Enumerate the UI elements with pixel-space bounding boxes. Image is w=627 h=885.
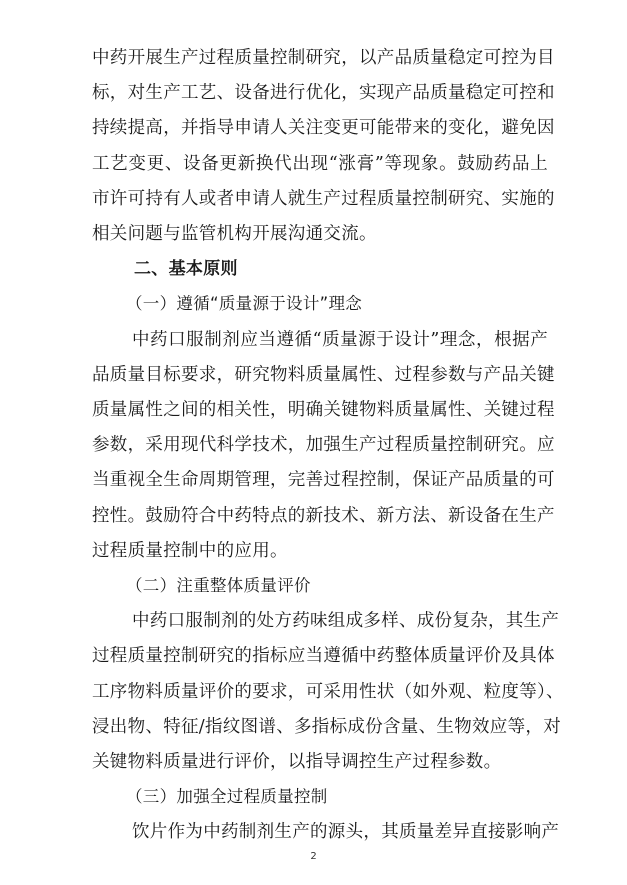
subsection-2-title: （二）注重整体质量评价 <box>126 576 311 595</box>
paragraph-1-line-4: 工艺变更、设备更新换代出现“涨膏”等现象。鼓励药品上 <box>92 154 548 174</box>
paragraph-2-line-7: 过程质量控制中的应用。 <box>92 541 288 561</box>
paragraph-1-line-5: 市许可持有人或者申请人就生产过程质量控制研究、实施的 <box>92 189 555 209</box>
paragraph-3-line-4: 浸出物、特征/指纹图谱、多指标成份含量、生物效应等，对 <box>92 717 561 737</box>
paragraph-3-line-5: 关键物料质量进行评价，以指导调控生产过程参数。 <box>92 752 502 772</box>
paragraph-2-line-1: 中药口服制剂应当遵循“质量源于设计”理念，根据产 <box>132 330 548 350</box>
paragraph-3-line-1: 中药口服制剂的处方药味组成多样、成份复杂，其生产 <box>132 611 560 631</box>
paragraph-2-line-2: 品质量目标要求，研究物料质量属性、过程参数与产品关键 <box>92 365 555 385</box>
paragraph-1-line-2: 标，对生产工艺、设备进行优化，实现产品质量稳定可控和 <box>92 83 555 103</box>
paragraph-1-line-3: 持续提高，并指导申请人关注变更可能带来的变化，避免因 <box>92 118 555 138</box>
paragraph-2-line-6: 控性。鼓励符合中药特点的新技术、新方法、新设备在生产 <box>92 506 555 526</box>
paragraph-1-line-1: 中药开展生产过程质量控制研究，以产品质量稳定可控为目 <box>92 48 555 68</box>
paragraph-3-line-2: 过程质量控制研究的指标应当遵循中药整体质量评价及具体 <box>92 646 555 666</box>
paragraph-3-line-3: 工序物料质量评价的要求，可采用性状（如外观、粒度等）、 <box>92 682 564 702</box>
paragraph-2-line-4: 参数，采用现代科学技术，加强生产过程质量控制研究。应 <box>92 435 555 455</box>
paragraph-2-line-3: 质量属性之间的相关性，明确关键物料质量属性、关键过程 <box>92 400 555 420</box>
subsection-1-title: （一）遵循“质量源于设计”理念 <box>126 294 363 313</box>
subsection-3-title: （三）加强全过程质量控制 <box>126 787 328 806</box>
section-heading: 二、基本原则 <box>134 259 238 279</box>
paragraph-2-line-5: 当重视全生命周期管理，完善过程控制，保证产品质量的可 <box>92 470 555 490</box>
page-number: 2 <box>310 851 317 862</box>
paragraph-4-line-1: 饮片作为中药制剂生产的源头，其质量差异直接影响产 <box>132 822 560 842</box>
paragraph-1-line-6: 相关问题与监管机构开展沟通交流。 <box>92 224 377 244</box>
